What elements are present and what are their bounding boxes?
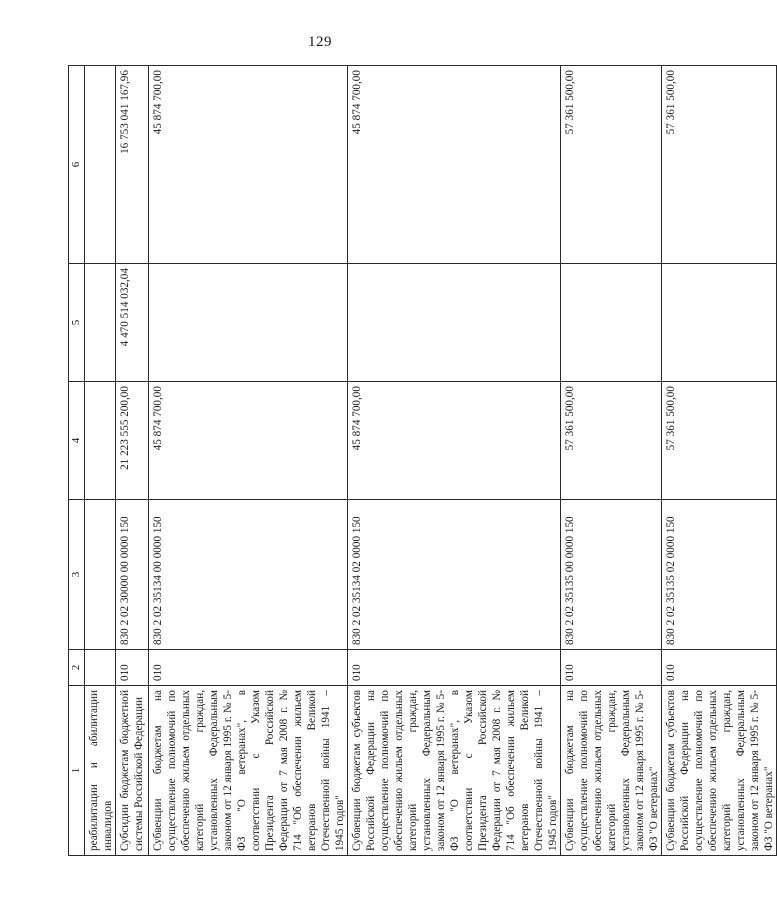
table-row — [116, 66, 149, 856]
row-name-cell: Субвенции бюджетам субъектов Российской Федерации на осуществление полномочий по обеспечению жильем отдельных категорий граждан, установленных Федеральным законом от 12 января 1995 г. № 5-ФЗ "О ветеранах" — [662, 686, 777, 856]
row-amount-cell: 57 361 500,00 — [561, 66, 662, 264]
row-amount-cell: 45 874 700,00 — [149, 382, 348, 500]
column-header: 2 — [69, 650, 85, 686]
rotated-table-container — [68, 66, 775, 856]
row-amount-cell: 45 874 700,00 — [149, 66, 348, 264]
row-amount-cell: 45 874 700,00 — [348, 66, 561, 264]
row-amount-cell — [662, 264, 777, 382]
row-name-cell: Субсидии бюджетам бюджетной системы Российской Федерации — [116, 686, 149, 856]
column-header: 1 — [69, 686, 85, 856]
row-kbk-cell: 830 2 02 35135 02 0000 150 — [662, 500, 777, 650]
page-number: 129 — [308, 34, 332, 50]
table-row — [348, 66, 561, 856]
row-code-cell: 010 — [561, 650, 662, 686]
row-name-cell: Субвенции бюджетам на осуществление полномочий по обеспечению жильем отдельных категорий граждан, установленных Федеральным законом от 12 января 1995 г. № 5-ФЗ "О ветеранах" — [561, 686, 662, 856]
row-code-cell: 010 — [149, 650, 348, 686]
table-row — [85, 66, 116, 856]
row-amount-cell — [561, 264, 662, 382]
column-header: 4 — [69, 382, 85, 500]
row-code-cell: 010 — [116, 650, 149, 686]
budget-execution-table — [68, 65, 777, 856]
row-amount-cell — [85, 382, 116, 500]
table-header-row — [69, 66, 85, 856]
row-code-cell: 010 — [348, 650, 561, 686]
table-row — [662, 66, 777, 856]
row-amount-cell: 57 361 500,00 — [662, 382, 777, 500]
column-header: 3 — [69, 500, 85, 650]
row-amount-cell — [85, 66, 116, 264]
row-kbk-cell: 830 2 02 35134 00 0000 150 — [149, 500, 348, 650]
row-amount-cell: 4 470 514 032,04 — [116, 264, 149, 382]
row-amount-cell: 16 753 041 167,96 — [116, 66, 149, 264]
row-kbk-cell: 830 2 02 30000 00 0000 150 — [116, 500, 149, 650]
table-row — [149, 66, 348, 856]
row-amount-cell — [149, 264, 348, 382]
row-amount-cell: 45 874 700,00 — [348, 382, 561, 500]
row-kbk-cell — [85, 500, 116, 650]
table-row — [561, 66, 662, 856]
column-header: 5 — [69, 264, 85, 382]
row-code-cell: 010 — [662, 650, 777, 686]
row-name-cell: Субвенции бюджетам субъектов Российской Федерации на осуществление полномочий по обеспечению жильем отдельных категорий граждан, установленных Федеральным законом от 12 января 1995 г. № 5-ФЗ "О ветеранах", в соответствии с Указом Президента Российской Федерации от 7 мая 2008 г. № 714 "Об обеспечении жильем ветеранов Великой Отечественной войны 1941 – 1945 годов" — [348, 686, 561, 856]
row-amount-cell: 21 223 555 200,00 — [116, 382, 149, 500]
row-amount-cell: 57 361 500,00 — [561, 382, 662, 500]
row-code-cell — [85, 650, 116, 686]
column-header: 6 — [69, 66, 85, 264]
row-name-cell: реабилитации и абилитации инвалидов — [85, 686, 116, 856]
row-amount-cell — [85, 264, 116, 382]
row-kbk-cell: 830 2 02 35134 02 0000 150 — [348, 500, 561, 650]
row-kbk-cell: 830 2 02 35135 00 0000 150 — [561, 500, 662, 650]
row-amount-cell — [348, 264, 561, 382]
row-amount-cell: 57 361 500,00 — [662, 66, 777, 264]
row-name-cell: Субвенции бюджетам на осуществление полномочий по обеспечению жильем отдельных категорий граждан, установленных Федеральным законом от 12 января 1995 г. № 5-ФЗ "О ветеранах", в соответствии с Указом Президента Российской Федерации от 7 мая 2008 г. № 714 "Об обеспечении жильем ветеранов Великой Отечественной войны 1941 – 1945 годов" — [149, 686, 348, 856]
